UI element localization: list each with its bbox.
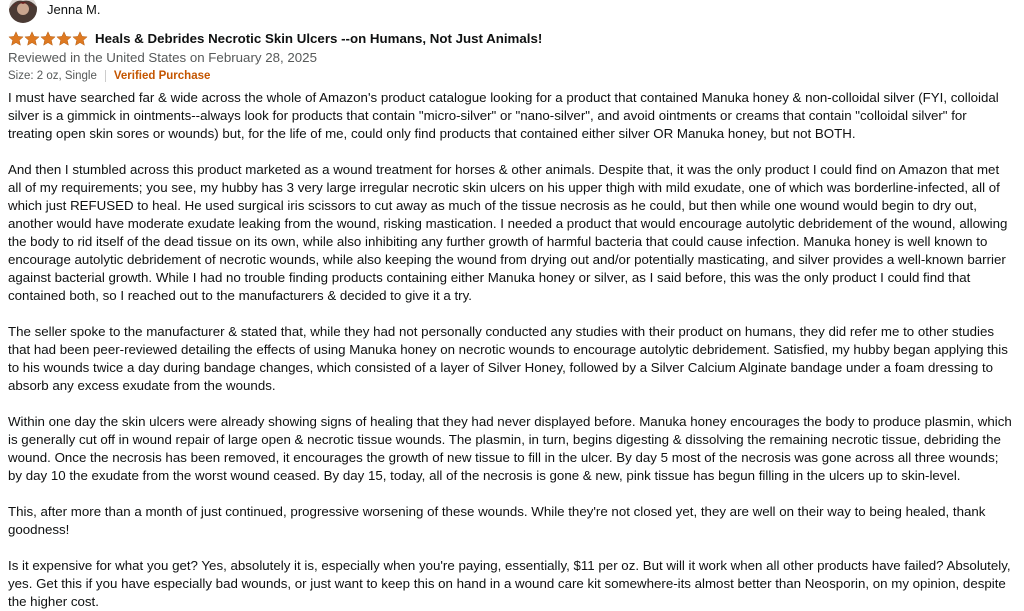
review-paragraph: Is it expensive for what you get? Yes, absolutely it is, especially when you're paying, essentially, $11 per oz. But will it work when all other products have failed? Absolutely, yes. Get this if you have especially bad wounds, or just want to keep this on hand in a wound care kit somewhere-its almost better than Neosporin, on my opinion, despite the higher cost. xyxy=(8,558,1011,609)
review-body xyxy=(8,89,1013,611)
review-paragraph: I must have searched far & wide across the whole of Amazon's product catalogue looking for a product that contained Manuka honey & non-colloidal silver (FYI, colloidal silver is a gimmick in ointments--always look for products that contain "micro-silver" or "nano-silver", and avoid ointments or creams that contain "colloidal silver" for treating open skin sores or wounds) but, for the life of me, could only find products that contained either silver OR Manuka honey, but not BOTH. xyxy=(8,90,999,141)
star-icon xyxy=(56,31,72,46)
star-rating[interactable] xyxy=(8,31,88,46)
review-meta xyxy=(8,68,1018,84)
reviewer-name[interactable]: Jenna M. xyxy=(47,1,101,17)
review-title-row xyxy=(8,28,1018,48)
star-icon xyxy=(40,31,56,46)
star-icon xyxy=(24,31,40,46)
review-title[interactable]: Heals & Debrides Necrotic Skin Ulcers --on Humans, Not Just Animals! xyxy=(95,30,543,46)
reviewer-profile[interactable] xyxy=(8,0,1018,24)
star-icon xyxy=(8,31,24,46)
review-paragraph: The seller spoke to the manufacturer & stated that, while they had not personally conducted any studies with their product on humans, they did refer me to other studies that had been peer-reviewed detailing the effects of using Manuka honey on necrotic wounds to encourage autolytic debridement. Satisfied, my hubby began applying this to his wounds twice a day during bandage changes, which consisted of a layer of Silver Honey, followed by a Silver Calcium Alginate bandage under a foam dressing to absorb any excess exudate from the wounds. xyxy=(8,324,1008,393)
review-paragraph: Within one day the skin ulcers were already showing signs of healing that they had never displayed before. Manuka honey encourages the body to produce plasmin, which is generally cut off in wound repair of large open & necrotic tissue wounds. The plasmin, in turn, begins digesting & dissolving the remaining necrotic tissue, debriding the wound. Once the necrosis has been removed, it encourages the growth of new tissue to fill in the ulcer. By day 5 most of the necrosis was gone across all three wounds; by day 10 the exudate from the worst wound ceased. By day 15, today, all of the necrosis is gone & new, pink tissue has begun filling in the ulcers up to skin-level. xyxy=(8,414,1012,483)
review-date: Reviewed in the United States on February 28, 2025 xyxy=(8,50,317,65)
review-paragraph: And then I stumbled across this product marketed as a wound treatment for horses & other animals. Despite that, it was the only product I could find on Amazon that met all of my requirements; you see, my hubby has 3 very large irregular necrotic skin ulcers on his upper thigh with mild exudate, one of which was borderline-infected, all of which just REFUSED to heal. He used surgical iris scissors to cut away as much of the tissue necrosis as he could, but then while one wound would begin to dry out, another would have moderate exudate leaking from the wound, risking mastication. I needed a product that would encourage autolytic debridement of the wound, allowing the body to rid itself of the dead tissue on its own, while also inhibiting any further growth of harmful bacteria that could cause infection. Manuka honey is well known to encourage autolytic debridement of necrotic wounds, while also keeping the wound from drying out and/or potentially masticating, and silver provides a well-known barrier against bacterial growth. While I had no trouble finding products containing either Manuka honey or silver, as I said before, this was the only product I could find that contained both, so I reached out to the manufacturers & decided to give it a try. xyxy=(8,162,1008,303)
review-paragraph: This, after more than a month of just continued, progressive worsening of these wounds. While they're not closed yet, they are well on their way to being healed, thank goodness! xyxy=(8,504,986,537)
star-icon xyxy=(72,31,88,46)
verified-purchase-badge: Verified Purchase xyxy=(113,70,211,82)
meta-divider xyxy=(105,70,106,82)
variant-info[interactable]: Size: 2 oz, Single xyxy=(8,70,97,82)
profile-avatar-icon[interactable] xyxy=(9,0,37,23)
